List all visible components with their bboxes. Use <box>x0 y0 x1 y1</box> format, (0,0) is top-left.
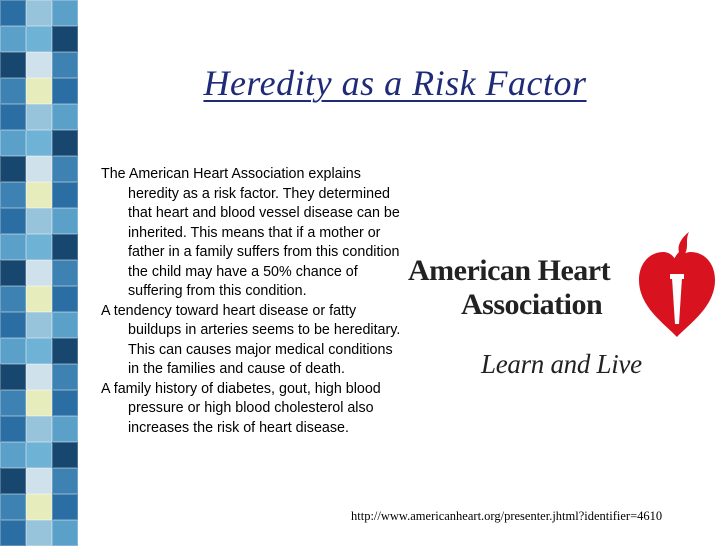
strip-tile <box>52 364 78 390</box>
strip-tile <box>0 468 26 494</box>
logo-line-1: American Heart <box>408 254 611 287</box>
strip-tile <box>26 208 52 234</box>
paragraph-2: A tendency toward heart disease or fatty buildups in arteries seems to be hereditary. This can causes major medical conditions in the families and cause of death. <box>101 302 401 377</box>
strip-tile <box>52 390 78 416</box>
strip-tile <box>26 442 52 468</box>
strip-tile <box>26 260 52 286</box>
strip-tile <box>0 208 26 234</box>
strip-tile <box>26 520 52 546</box>
strip-tile <box>26 104 52 130</box>
strip-tile <box>26 26 52 52</box>
strip-tile <box>26 130 52 156</box>
strip-tile <box>52 130 78 156</box>
strip-tile <box>52 286 78 312</box>
logo-name <box>408 254 610 322</box>
strip-tile <box>0 156 26 182</box>
strip-tile <box>0 26 26 52</box>
strip-tile <box>0 338 26 364</box>
strip-tile <box>26 312 52 338</box>
strip-tile <box>52 26 78 52</box>
body-text <box>101 165 401 438</box>
strip-tile <box>26 234 52 260</box>
strip-tile <box>0 364 26 390</box>
strip-tile <box>0 260 26 286</box>
strip-tile <box>0 520 26 546</box>
strip-tile <box>26 416 52 442</box>
heart-torch-icon <box>637 232 717 342</box>
strip-tile <box>52 520 78 546</box>
source-url: http://www.americanheart.org/presenter.jhtml?identifier=4610 <box>351 509 663 523</box>
strip-tile <box>0 312 26 338</box>
strip-tile <box>0 390 26 416</box>
logo-tagline: Learn and Live <box>481 349 642 379</box>
strip-tile <box>26 286 52 312</box>
strip-tile <box>52 208 78 234</box>
strip-tile <box>26 0 52 26</box>
strip-tile <box>26 338 52 364</box>
strip-tile <box>52 234 78 260</box>
strip-tile <box>26 364 52 390</box>
strip-tile <box>52 442 78 468</box>
strip-tile <box>0 0 26 26</box>
strip-tile <box>52 312 78 338</box>
slide-title <box>0 62 728 104</box>
strip-tile <box>52 182 78 208</box>
strip-tile <box>52 156 78 182</box>
strip-tile <box>52 338 78 364</box>
strip-tile <box>0 416 26 442</box>
strip-tile <box>0 494 26 520</box>
strip-tile <box>52 0 78 26</box>
strip-tile <box>26 182 52 208</box>
strip-tile <box>0 234 26 260</box>
strip-tile <box>0 442 26 468</box>
strip-tile <box>0 286 26 312</box>
paragraph-3: A family history of diabetes, gout, high blood pressure or high blood cholesterol also increases the risk of heart disease. <box>101 380 381 436</box>
slide-title-text: Heredity as a Risk Factor <box>203 63 587 103</box>
aha-logo <box>405 232 715 382</box>
strip-tile <box>0 182 26 208</box>
paragraph-1: The American Heart Association explains heredity as a risk factor. They determined that heart and blood vessel disease can be inherited. This means that if a mother or father in a family suffers from this condition the child may have a 50% chance of suffering from this condition. <box>101 166 400 299</box>
strip-tile <box>52 104 78 130</box>
strip-tile <box>26 494 52 520</box>
strip-tile <box>52 468 78 494</box>
strip-tile <box>26 468 52 494</box>
strip-tile <box>52 416 78 442</box>
strip-tile <box>52 260 78 286</box>
logo-line-2: Association <box>461 288 603 321</box>
strip-tile <box>0 104 26 130</box>
strip-tile <box>26 390 52 416</box>
strip-tile <box>0 130 26 156</box>
strip-tile <box>26 156 52 182</box>
strip-tile <box>52 494 78 520</box>
